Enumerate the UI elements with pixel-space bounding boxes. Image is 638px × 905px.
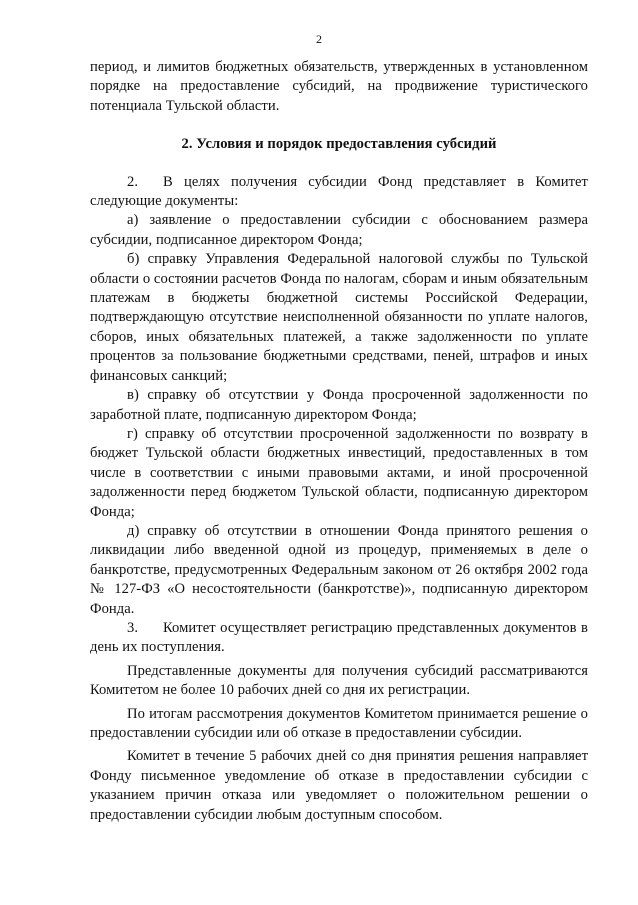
document-item-v: в) справку об отсутствии у Фонда просроченной задолженности по заработной плате, подписанную директором Фонда; — [90, 387, 588, 423]
review-paragraph: Представленные документы для получения субсидий рассматриваются Комитетом не более 10 рабочих дней со дня их регистрации. — [90, 662, 588, 699]
document-item-d: д) справку об отсутствии в отношении Фонда принятого решения о ликвидации либо введенной одной из процедур, применяемых в деле о банкротстве, предусмотренных Федеральным законом от 26 октября 2002 года № 127-ФЗ «О несостоятельности (банкротстве)», подписанную директором Фонда. — [90, 522, 588, 617]
clause-3-number: 3. — [127, 619, 139, 636]
document-item-b: б) справку Управления Федеральной налоговой службы по Тульской области о состоянии расчетов Фонда по налогам, сборам и иным обязательным платежам в бюджеты бюджетной системы Российской Федерации, подтверждающую отсутствие неисполненной обязанности по уплате налогов, сборов, иных обязательных платежей, а также задолженности по уплате процентов за пользование бюджетными средствами, пеней, штрафов и иных финансовых санкций; — [90, 251, 588, 384]
intro-paragraph: период, и лимитов бюджетных обязательств, утвержденных в установленном порядке на предоставление субсидий, на продвижение туристического потенциала Тульской области. — [90, 59, 588, 114]
clause-2 — [90, 173, 588, 212]
clause-2-text: В целях получения субсидии Фонд представляет в Комитет следующие документы: — [90, 173, 588, 210]
clause-2-number: 2. — [127, 173, 139, 190]
notification-paragraph: Комитет в течение 5 рабочих дней со дня принятия решения направляет Фонду письменное уведомление об отказе в предоставлении субсидии с указанием причин отказа или уведомляет о положительном решении о предоставлении субсидии любым доступным способом. — [90, 748, 588, 823]
clause-3-text: Комитет осуществляет регистрацию представленных документов в день их поступления. — [90, 619, 588, 656]
document-body — [90, 58, 588, 825]
section-title: 2. Условия и порядок предоставления субсидий — [181, 136, 497, 153]
document-item-a: а) заявление о предоставлении субсидии с обоснованием размера субсидии, подписанное директором Фонда; — [90, 212, 588, 248]
document-item-g: г) справку об отсутствии просроченной задолженности по возврату в бюджет Тульской области бюджетных инвестиций, предоставленных в том числе в соответствии с иными правовыми актами, и иной просроченной задолженности перед бюджетом Тульской области, подписанную директором Фонда; — [90, 425, 588, 520]
page-number: 2 — [316, 32, 322, 46]
decision-paragraph: По итогам рассмотрения документов Комитетом принимается решение о предоставлении субсидии или об отказе в предоставлении субсидии. — [90, 705, 588, 741]
clause-3 — [90, 619, 588, 658]
